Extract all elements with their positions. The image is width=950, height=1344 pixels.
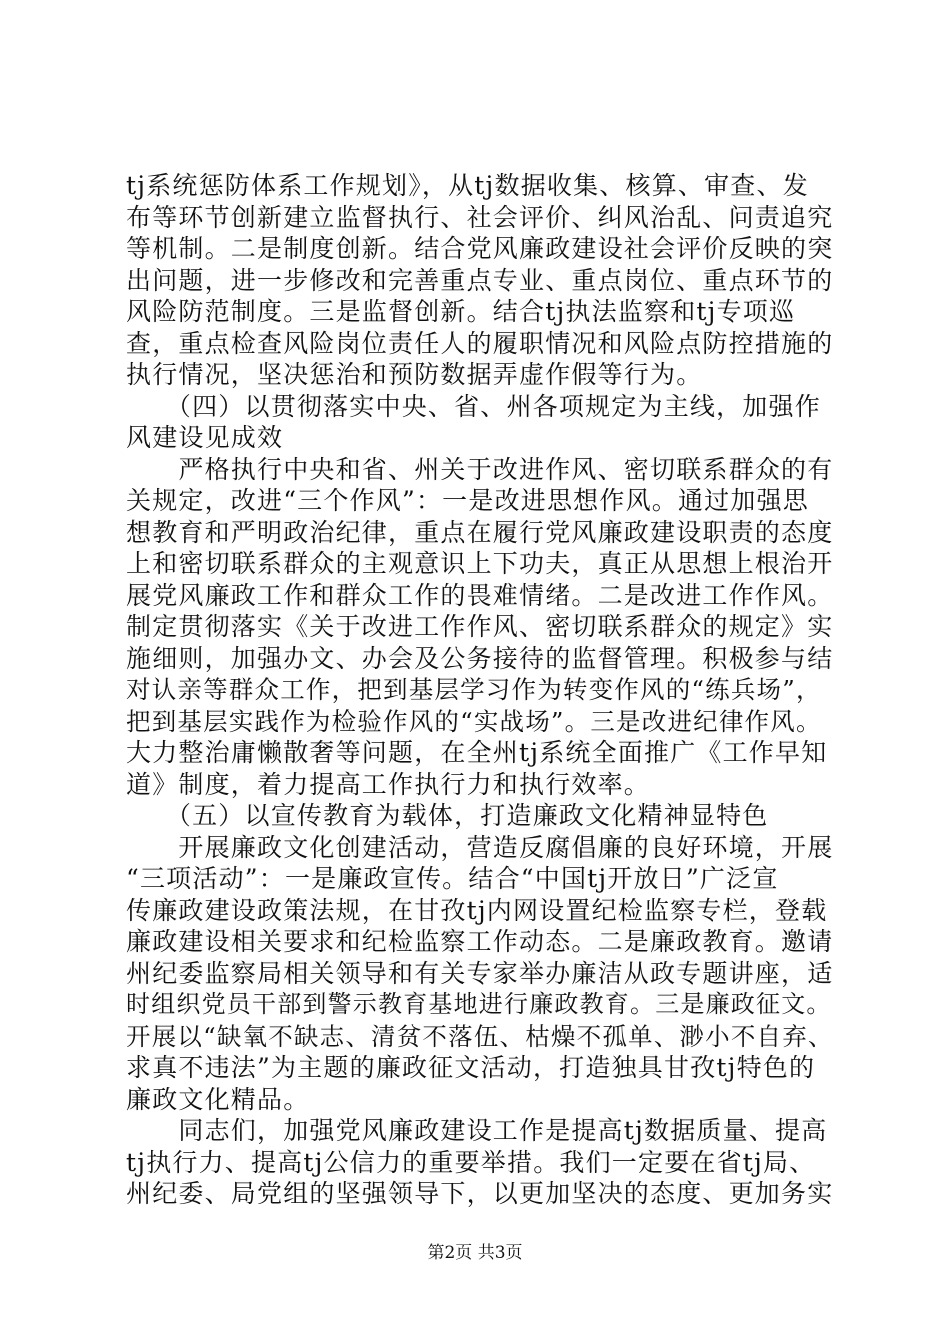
text-line: 开展以“缺氧不缺志、清贫不落伍、枯燥不孤单、渺小不自弃、: [126, 1021, 834, 1051]
text-line: 把到基层实践作为检验作风的“实战场”。三是改进纪律作风。: [126, 706, 822, 736]
text-line: 州纪委、局党组的坚强领导下，以更加坚决的态度、更加务实: [126, 1179, 834, 1208]
page-number-footer: 第2页 共3页: [427, 1243, 523, 1263]
text-line: 同志们，加强党风廉政建设工作是提高tj数据质量、提高: [126, 1116, 828, 1145]
text-line: tj执行力、提高tj公信力的重要举措。我们一定要在省tj局、: [126, 1147, 816, 1177]
text-line: 展党风廉政工作和群众工作的畏难情绪。二是改进工作作风。: [126, 580, 834, 610]
section-heading-line: （四）以贯彻落实中央、省、州各项规定为主线，加强作: [126, 391, 821, 421]
text-line: 对认亲等群众工作，把到基层学习作为转变作风的“练兵场”，: [126, 675, 822, 704]
text-line: 开展廉政文化创建活动，营造反腐倡廉的良好环境，开展: [126, 832, 834, 862]
text-line: 出问题，进一步修改和完善重点专业、重点岗位、重点环节的: [126, 265, 834, 295]
text-line: 传廉政建设政策法规，在甘孜tj内网设置纪检监察专栏，登载: [126, 895, 828, 925]
text-line: 州纪委监察局相关领导和有关专家举办廉洁从政专题讲座，适: [126, 958, 834, 988]
section-heading-line: 风建设见成效: [126, 423, 284, 452]
text-line: 等机制。二是制度创新。结合党风廉政建设社会评价反映的突: [126, 234, 834, 263]
text-line: 上和密切联系群众的主观意识上下功夫，真正从思想上根治开: [126, 549, 834, 578]
text-line: “三项活动”：一是廉政宣传。结合“中国tj开放日”广泛宣: [126, 864, 779, 893]
text-line: 大力整治庸懒散奢等问题，在全州tj系统全面推广《工作早知: [126, 738, 828, 767]
text-line: 严格执行中央和省、州关于改进作风、密切联系群众的有: [126, 454, 834, 484]
text-line: 执行情况，坚决惩治和预防数据弄虚作假等行为。: [126, 360, 703, 389]
text-line: 制定贯彻落实《关于改进工作作风、密切联系群众的规定》实: [126, 612, 834, 641]
text-line: 风险防范制度。三是监督创新。结合tj执法监察和tj专项巡: [126, 297, 796, 326]
text-line: 布等环节创新建立监督执行、社会评价、纠风治乱、问责追究: [126, 202, 834, 232]
text-line: 查，重点检查风险岗位责任人的履职情况和风险点防控措施的: [126, 328, 834, 358]
text-line: 施细则，加强办文、办会及公务接待的监督管理。积极参与结: [126, 643, 834, 673]
text-line: 求真不违法”为主题的廉政征文活动，打造独具甘孜tj特色的: [126, 1053, 816, 1082]
text-line: 廉政建设相关要求和纪检监察工作动态。二是廉政教育。邀请: [126, 927, 834, 956]
text-line: 道》制度，着力提高工作执行力和执行效率。: [126, 769, 651, 799]
text-line: 想教育和严明政治纪律，重点在履行党风廉政建设职责的态度: [126, 517, 834, 547]
text-line: 廉政文化精品。: [126, 1084, 310, 1114]
text-line: 时组织党员干部到警示教育基地进行廉政教育。三是廉政征文。: [126, 990, 832, 1018]
section-heading-line: （五）以宣传教育为载体，打造廉政文化精神显特色: [126, 801, 769, 830]
text-line: tj系统惩防体系工作规划》，从tj数据收集、核算、审查、发: [126, 171, 809, 200]
text-line: 关规定，改进“三个作风”：一是改进思想作风。通过加强思: [126, 486, 809, 515]
